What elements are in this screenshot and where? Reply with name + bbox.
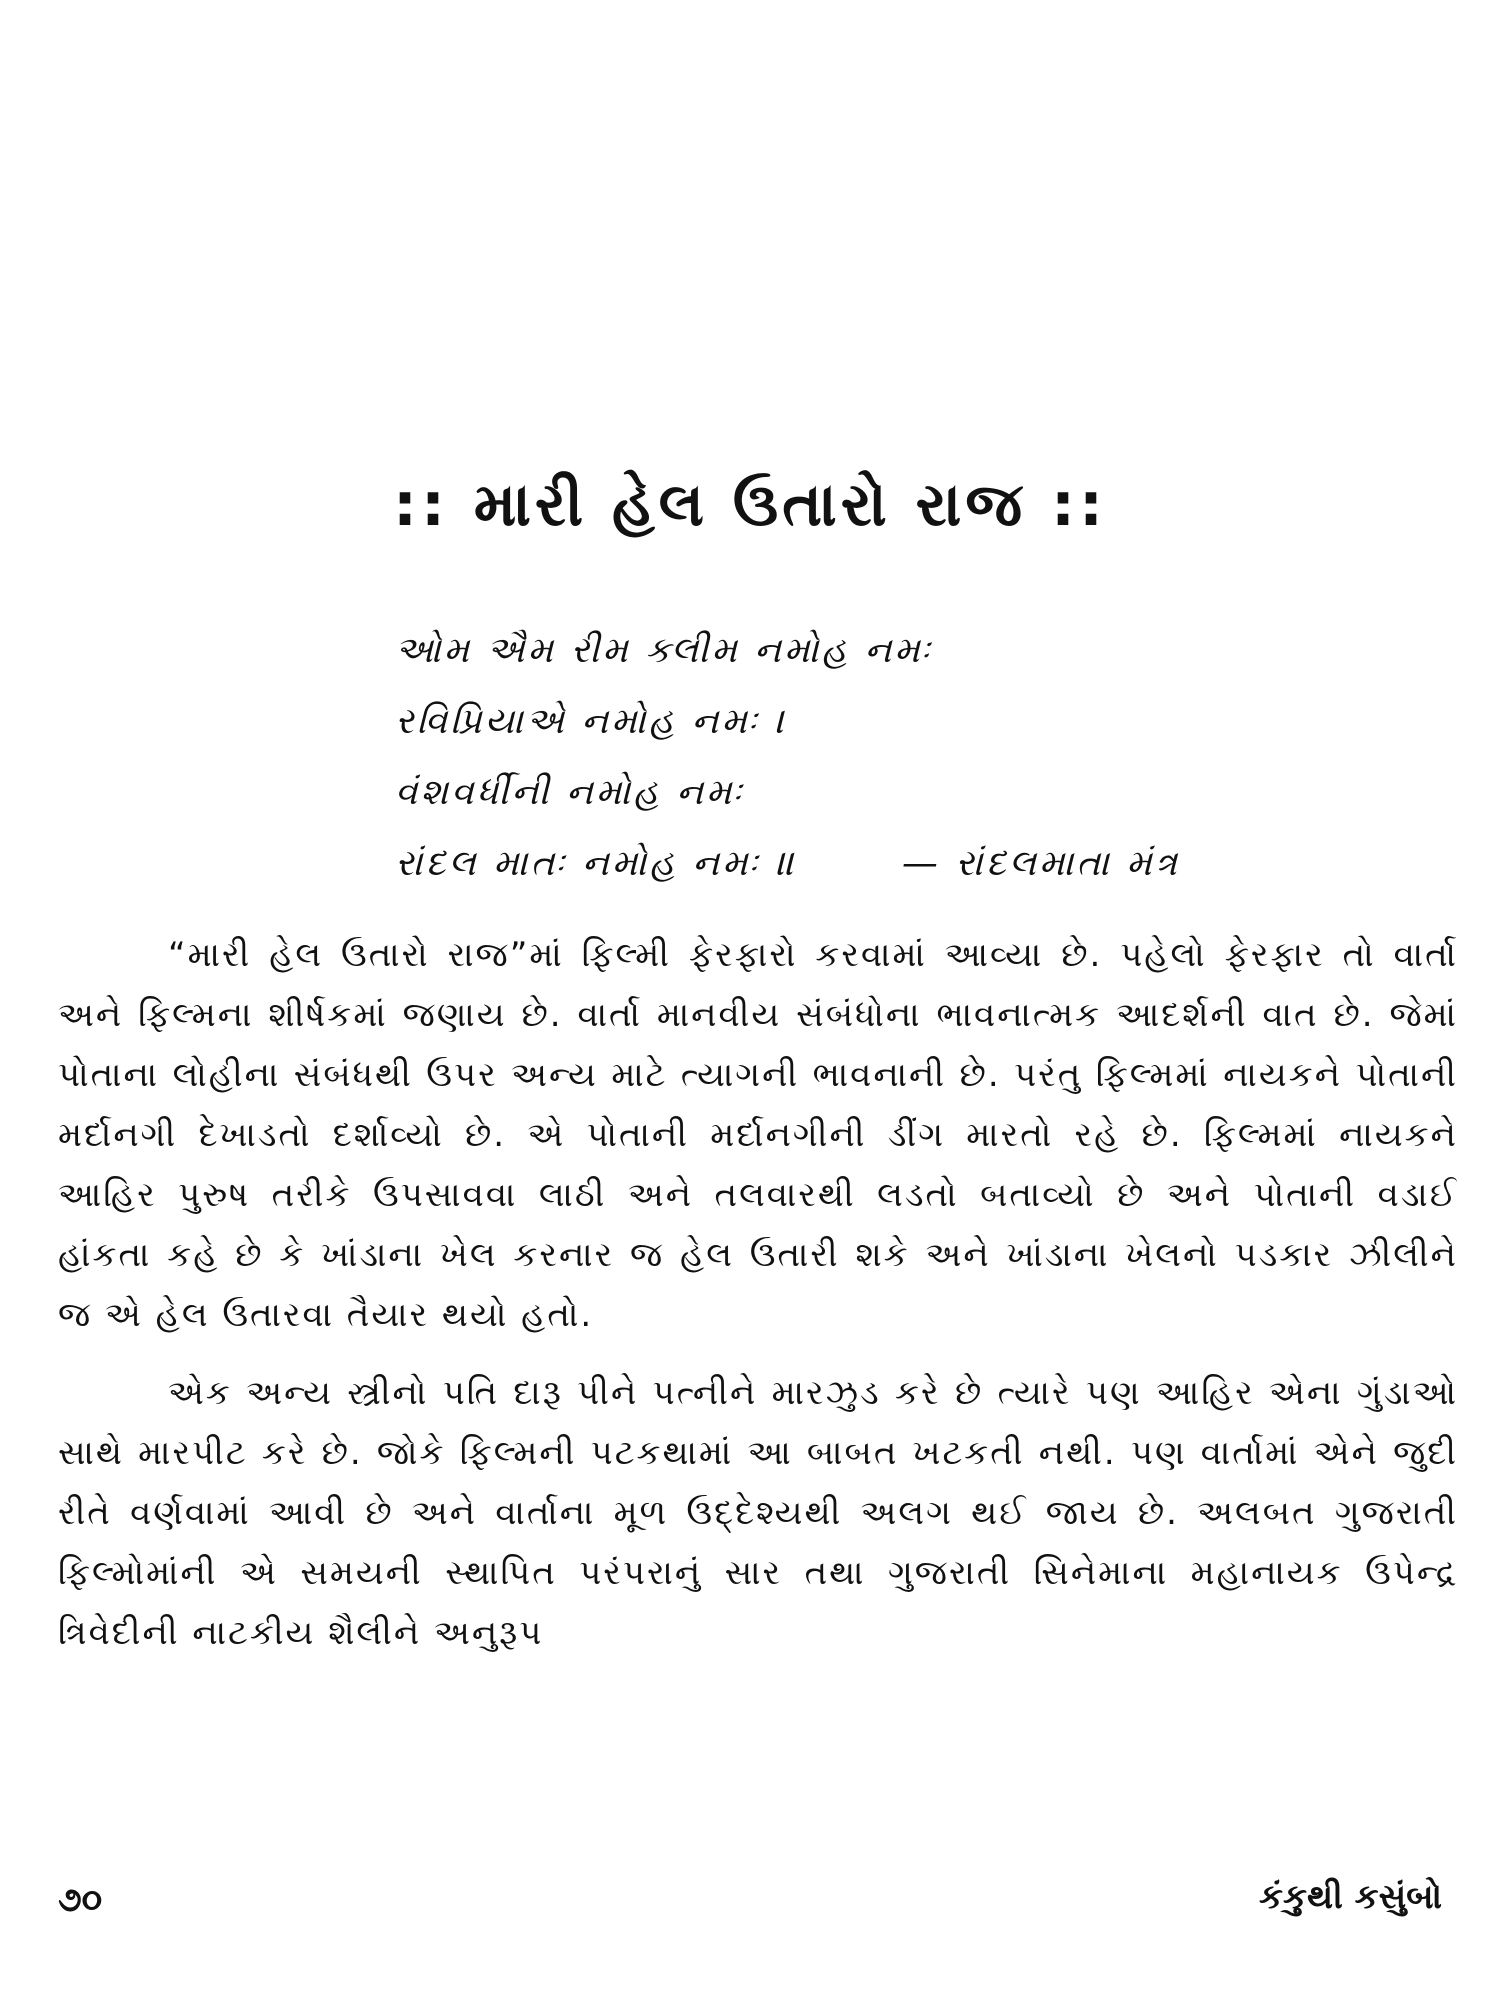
mantra-line-4-text: રાંદલ માતઃ નમોહ નમઃ ॥ xyxy=(395,843,798,884)
mantra-line-3: વંશવર્ધીની નમોહ નમઃ xyxy=(395,772,745,813)
page-number: ૭૦ xyxy=(58,1880,103,1920)
chapter-title: :: મારી હેલ ઉતારો રાજ :: xyxy=(392,470,1108,540)
book-title-footer: કંકુથી કસુંબો xyxy=(1259,1877,1442,1917)
paragraph-1: “મારી હેલ ઉતારો રાજ”માં ફિલ્મી ફેરફારો કરવામાં આવ્યા છે. પહેલો ફેરફાર તો વાર્તા અને ફિલ્મના શીર્ષકમાં જણાય છે. વાર્તા માનવીય સંબંધોના ભાવનાત્મક આદર્શની વાત છે. જેમાં પોતાના લોહીના સંબંધથી ઉપર અન્ય માટે ત્યાગની ભાવનાની છે. પરંતુ ફિલ્મમાં નાયકને પોતાની મર્દાનગી દેખાડતો દર્શાવ્યો છે. એ પોતાની મર્દાનગીની ડીંગ મારતો રહે છે. ફિલ્મમાં નાયકને આહિર પુરુષ તરીકે ઉપસાવવા લાઠી અને તલવારથી લડતો બતાવ્યો છે અને પોતાની વડાઈ હાંકતા કહે છે કે ખાંડાના ખેલ કરનાર જ હેલ ઉતારી શકે અને ખાંડાના ખેલનો પડકાર ઝીલીને જ એ હેલ ઉતારવા તૈયાર થયો હતો. xyxy=(58,935,1458,1335)
mantra-line-1: ઓમ ઐમ રીમ ક્લીમ નમોહ નમઃ xyxy=(395,630,934,671)
mantra-line-4 xyxy=(395,828,1395,899)
mantra-block xyxy=(395,615,1395,899)
mantra-line-2: રવિપ્રિયાએ નમોહ નમઃ । xyxy=(395,701,788,742)
paragraph-2: એક અન્ય સ્ત્રીનો પતિ દારૂ પીને પત્નીને મારઝુડ કરે છે ત્યારે પણ આહિર એના ગુંડાઓ સાથે મારપીટ કરે છે. જોકે ફિલ્મની પટકથામાં આ બાબત ખટકતી નથી. પણ વાર્તામાં એને જુદી રીતે વર્ણવામાં આવી છે અને વાર્તાના મૂળ ઉદ્દેશ્યથી અલગ થઈ જાય છે. અલબત ગુજરાતી ફિલ્મોમાંની એ સમયની સ્થાપિત પરંપરાનું સાર તથા ગુજરાતી સિનેમાના મહાનાયક ઉપેન્દ્ર ત્રિવેદીની નાટકીય શૈલીને અનુરૂપ xyxy=(58,1373,1458,1653)
body-text xyxy=(58,925,1458,1663)
mantra-attribution: — રાંદલમાતા મંત્ર xyxy=(901,843,1180,884)
